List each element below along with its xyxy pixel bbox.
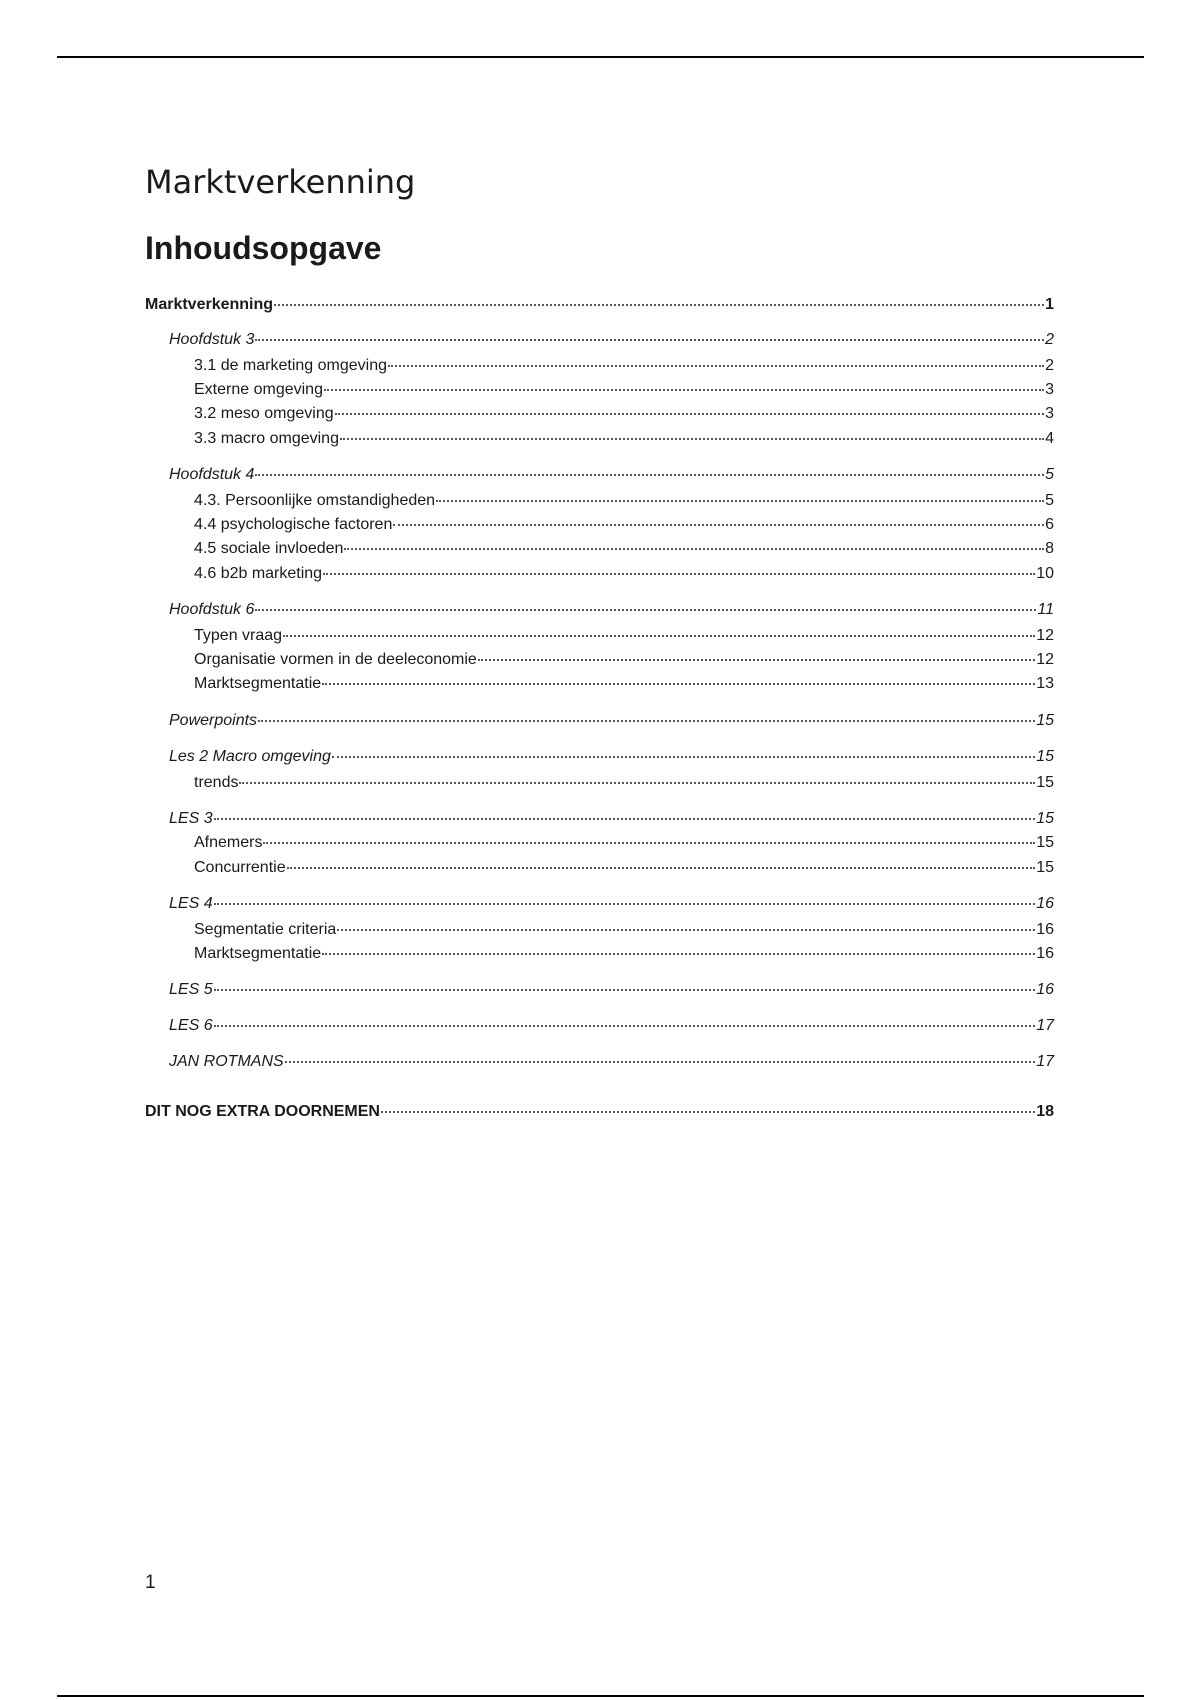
toc-entry-label: Organisatie vormen in de deeleconomie [194, 651, 477, 668]
toc-entry-label: 4.3. Persoonlijke omstandigheden [194, 492, 436, 509]
toc-entry[interactable] [194, 626, 1054, 646]
toc-entry-page: 15 [1036, 834, 1054, 851]
toc-entry[interactable] [169, 1016, 1054, 1036]
toc-entry-label: Segmentatie criteria [194, 921, 337, 938]
toc-dot-leader [324, 388, 1044, 391]
toc-entry-label: Hoofdstuk 3 [169, 331, 255, 348]
toc-dot-leader [214, 988, 1036, 991]
toc-dot-leader [258, 719, 1035, 722]
toc-entry[interactable] [169, 809, 1054, 829]
toc-entry-page: 18 [1036, 1103, 1054, 1120]
toc-entry-page: 15 [1036, 712, 1054, 729]
toc-heading: Inhoudsopgave [145, 230, 382, 266]
toc-entry-label: JAN ROTMANS [169, 1053, 284, 1070]
toc-entry-page: 16 [1036, 895, 1054, 912]
toc-dot-leader [214, 1024, 1036, 1027]
toc-entry[interactable] [194, 674, 1054, 694]
toc-entry-page: 15 [1036, 810, 1054, 827]
toc-entry-page: 5 [1045, 466, 1054, 483]
toc-dot-leader [436, 499, 1044, 502]
toc-dot-leader [255, 338, 1044, 341]
toc-entry-page: 6 [1045, 516, 1054, 533]
toc-entry-page: 17 [1036, 1053, 1054, 1070]
toc-entry-page: 17 [1036, 1017, 1054, 1034]
toc-entry-label: 3.1 de marketing omgeving [194, 357, 387, 374]
toc-entry[interactable] [169, 747, 1054, 767]
toc-entry[interactable] [194, 773, 1054, 793]
toc-entry-label: Externe omgeving [194, 381, 323, 398]
toc-entry[interactable] [194, 491, 1054, 511]
toc-dot-leader [344, 547, 1044, 550]
document-title: Marktverkenning [145, 163, 416, 201]
toc-entry[interactable] [194, 404, 1054, 424]
toc-entry-label: Afnemers [194, 834, 263, 851]
toc-dot-leader [332, 755, 1035, 758]
toc-entry[interactable] [194, 920, 1054, 940]
toc-dot-leader [285, 1060, 1036, 1063]
toc-entry[interactable] [169, 1052, 1054, 1072]
toc-entry-label: Powerpoints [169, 712, 258, 729]
toc-entry[interactable] [169, 465, 1054, 485]
toc-entry-page: 4 [1045, 430, 1054, 447]
toc-entry-page: 3 [1045, 405, 1054, 422]
toc-entry[interactable] [169, 330, 1054, 350]
toc-dot-leader [381, 1110, 1035, 1113]
toc-entry-page: 5 [1045, 492, 1054, 509]
toc-dot-leader [393, 523, 1044, 526]
toc-entry-label: 3.3 macro omgeving [194, 430, 339, 447]
toc-dot-leader [322, 682, 1035, 685]
toc-entry-page: 16 [1036, 945, 1054, 962]
toc-entry-page: 1 [1045, 296, 1054, 313]
toc-entry[interactable] [145, 1102, 1054, 1122]
toc-entry-page: 2 [1045, 331, 1054, 348]
toc-entry-label: 4.4 psychologische factoren [194, 516, 393, 533]
toc-entry[interactable] [194, 650, 1054, 670]
toc-entry-label: Marktsegmentatie [194, 675, 322, 692]
toc-dot-leader [340, 437, 1044, 440]
toc-entry-label: LES 4 [169, 895, 213, 912]
toc-dot-leader [322, 952, 1035, 955]
toc-entry-label: 4.5 sociale invloeden [194, 540, 344, 557]
toc-entry-page: 10 [1036, 565, 1054, 582]
toc-entry-label: Concurrentie [194, 859, 286, 876]
toc-entry-page: 15 [1036, 774, 1054, 791]
toc-entry-label: LES 5 [169, 981, 213, 998]
toc-entry-label: Marktsegmentatie [194, 945, 322, 962]
toc-entry[interactable] [169, 894, 1054, 914]
toc-entry-page: 13 [1036, 675, 1054, 692]
toc-dot-leader [214, 902, 1036, 905]
toc-entry-page: 2 [1045, 357, 1054, 374]
toc-entry-label: 4.6 b2b marketing [194, 565, 323, 582]
toc-entry[interactable] [194, 564, 1054, 584]
toc-entry-page: 15 [1036, 748, 1054, 765]
toc-entry-label: trends [194, 774, 239, 791]
toc-entry[interactable] [169, 980, 1054, 1000]
toc-entry[interactable] [194, 858, 1054, 878]
toc-entry-page: 12 [1036, 651, 1054, 668]
toc-entry[interactable] [194, 539, 1054, 559]
toc-entry-page: 15 [1036, 859, 1054, 876]
toc-entry-label: 3.2 meso omgeving [194, 405, 334, 422]
toc-entry-page: 16 [1036, 921, 1054, 938]
toc-dot-leader [255, 473, 1044, 476]
toc-entry[interactable] [194, 429, 1054, 449]
toc-entry-label: Hoofdstuk 6 [169, 601, 255, 618]
toc-entry[interactable] [169, 711, 1054, 731]
toc-entry[interactable] [169, 600, 1054, 620]
toc-entry-label: Les 2 Macro omgeving [169, 748, 331, 765]
toc-dot-leader [478, 658, 1035, 661]
toc-dot-leader [239, 781, 1035, 784]
toc-entry[interactable] [194, 833, 1054, 853]
toc-entry-label: Marktverkenning [145, 296, 274, 313]
toc-dot-leader [214, 817, 1036, 820]
toc-entry-page: 11 [1037, 601, 1054, 618]
toc-entry-label: Typen vraag [194, 627, 283, 644]
page-number: 1 [145, 1572, 156, 1593]
toc-entry-page: 3 [1045, 381, 1054, 398]
toc-entry-page: 8 [1045, 540, 1054, 557]
toc-entry-label: LES 6 [169, 1017, 213, 1034]
toc-dot-leader [337, 928, 1035, 931]
toc-entry-label: DIT NOG EXTRA DOORNEMEN [145, 1103, 380, 1120]
toc-entry[interactable] [145, 295, 1054, 315]
toc-dot-leader [274, 303, 1044, 306]
toc-entry[interactable] [194, 380, 1054, 400]
toc-entry[interactable] [194, 944, 1054, 964]
toc-dot-leader [388, 364, 1044, 367]
footer-rule [57, 1695, 1144, 1697]
toc-dot-leader [255, 608, 1036, 611]
header-rule [57, 56, 1144, 58]
toc-dot-leader [323, 572, 1035, 575]
toc-entry[interactable] [194, 356, 1054, 376]
toc-entry-label: Hoofdstuk 4 [169, 466, 255, 483]
toc-dot-leader [335, 412, 1044, 415]
toc-dot-leader [263, 841, 1035, 844]
toc-dot-leader [287, 866, 1036, 869]
toc-entry-page: 12 [1036, 627, 1054, 644]
toc-entry[interactable] [194, 515, 1054, 535]
toc-entry-page: 16 [1036, 981, 1054, 998]
toc-dot-leader [283, 634, 1035, 637]
toc-entry-label: LES 3 [169, 810, 213, 827]
